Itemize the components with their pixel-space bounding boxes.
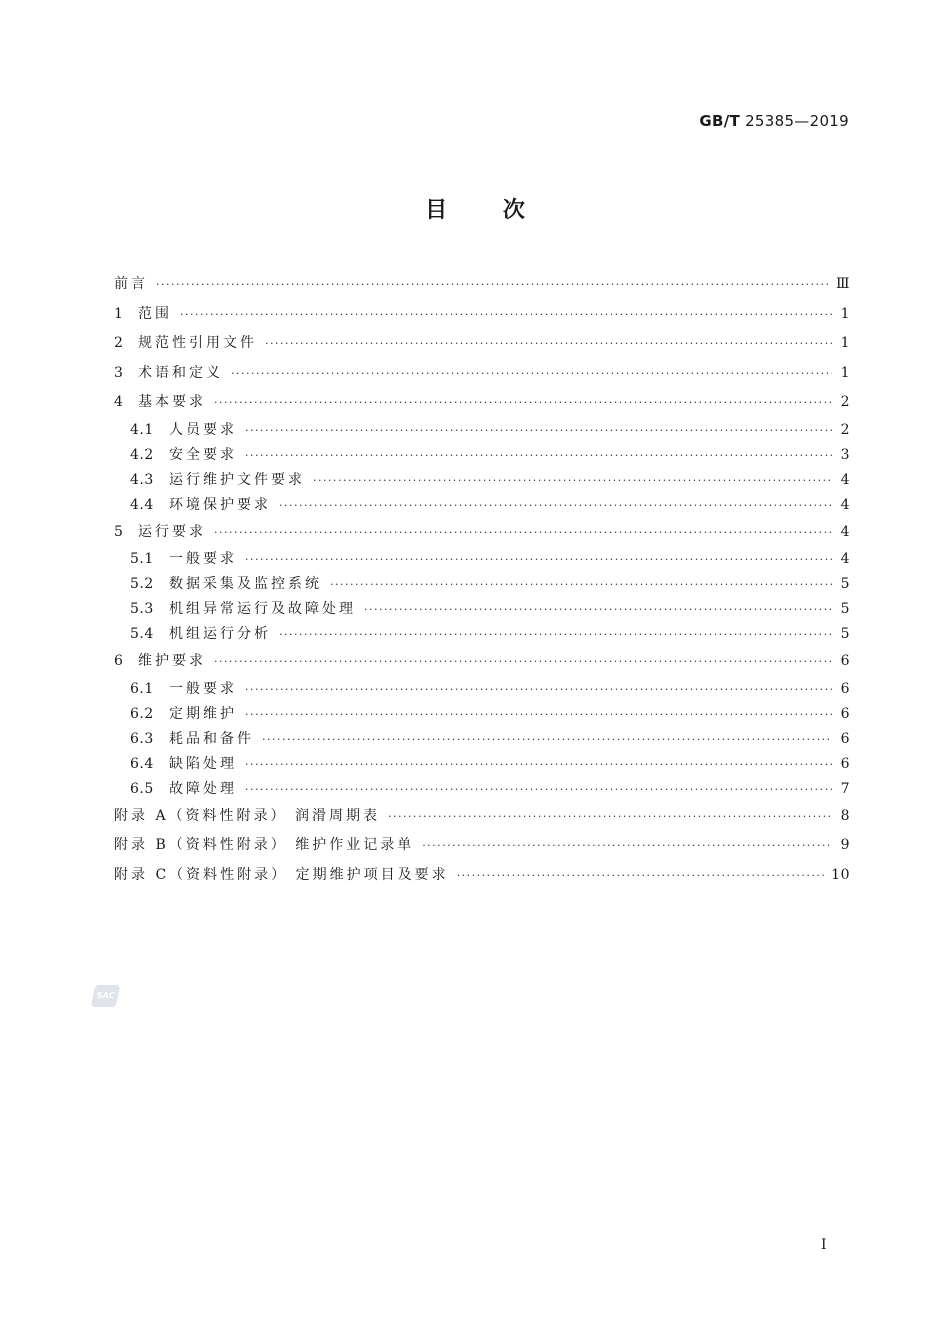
toc-entry-title: 运行要求	[138, 523, 206, 540]
toc-entry-page: 6	[840, 755, 850, 772]
toc-leader-dots	[231, 359, 832, 389]
toc-entry-number: 5	[114, 523, 124, 540]
toc-entry[interactable]	[114, 831, 850, 861]
standard-code	[699, 112, 849, 130]
toc-entry-number: 2	[114, 335, 124, 351]
toc-leader-dots	[313, 468, 832, 493]
toc-entry-title: 附录 C（资料性附录） 定期维护项目及要求	[114, 866, 449, 883]
toc-entry-title: 运行维护文件要求	[169, 471, 305, 488]
toc-leader-dots	[265, 329, 832, 359]
toc-leader-dots	[262, 727, 832, 752]
toc-leader-dots	[245, 752, 832, 777]
toc-entry[interactable]	[114, 418, 850, 443]
page-number: Ⅰ	[821, 1237, 827, 1253]
toc-entry[interactable]	[114, 270, 850, 300]
toc-leader-dots	[279, 493, 832, 518]
toc-entry-page: 6	[840, 705, 850, 722]
standard-prefix: GB/T	[699, 112, 741, 130]
toc-leader-dots	[245, 418, 832, 443]
toc-entry-title: 前言	[114, 276, 148, 292]
toc-leader-dots	[214, 647, 832, 677]
toc-leader-dots	[214, 388, 832, 418]
toc-entry-title: 一般要求	[169, 551, 237, 567]
toc-entry-number: 5.4	[130, 626, 154, 642]
toc-entry-title: 机组异常运行及故障处理	[169, 601, 356, 617]
toc-entry[interactable]	[114, 647, 850, 677]
toc-entry-title: 机组运行分析	[169, 626, 271, 642]
toc-entry[interactable]	[114, 493, 850, 518]
toc-entry-title: 术语和定义	[138, 364, 223, 381]
toc-entry[interactable]	[114, 777, 850, 802]
toc-entry[interactable]	[114, 597, 850, 622]
toc-entry-number: 5.2	[130, 576, 154, 592]
toc-entry-page: 2	[840, 394, 850, 410]
toc-entry-page: 8	[840, 807, 850, 824]
toc-leader-dots	[330, 572, 832, 597]
toc-entry-title: 故障处理	[169, 780, 237, 797]
toc-entry[interactable]	[114, 861, 850, 891]
toc-leader-dots	[245, 702, 832, 727]
toc-entry-title: 维护要求	[138, 653, 206, 669]
toc-leader-dots	[214, 518, 832, 548]
toc-leader-dots	[364, 597, 832, 622]
toc-entry-page: 4	[840, 496, 850, 513]
toc-entry[interactable]	[114, 622, 850, 647]
standard-number: 25385—2019	[745, 112, 849, 130]
toc-entry-title: 一般要求	[169, 680, 237, 697]
toc-entry-number: 4.4	[130, 496, 154, 513]
toc-entry-page: 1	[840, 305, 850, 322]
toc-entry-page: 1	[840, 364, 850, 381]
toc-entry-number: 5.3	[130, 601, 154, 617]
toc-leader-dots	[245, 777, 832, 802]
toc-entry-number: 6.3	[130, 730, 154, 747]
toc-leader-dots	[422, 831, 832, 861]
toc-entry[interactable]	[114, 572, 850, 597]
toc-entry-number: 6.4	[130, 755, 154, 772]
toc-entry-page: 7	[840, 780, 850, 797]
toc-entry[interactable]	[114, 443, 850, 468]
toc-leader-dots	[388, 802, 832, 832]
toc-leader-dots	[180, 300, 832, 330]
toc-entry-title: 基本要求	[138, 394, 206, 410]
toc-entry-page: 9	[840, 837, 850, 853]
toc-entry-title: 缺陷处理	[169, 755, 237, 772]
toc-entry[interactable]	[114, 388, 850, 418]
page-title	[0, 193, 950, 224]
toc-entry-title: 安全要求	[169, 446, 237, 463]
toc-entry[interactable]	[114, 702, 850, 727]
toc-entry-title: 规范性引用文件	[138, 335, 257, 351]
toc-entry-page: 6	[840, 680, 850, 697]
toc-entry[interactable]	[114, 547, 850, 572]
toc-entry[interactable]	[114, 329, 850, 359]
toc-leader-dots	[245, 443, 832, 468]
toc-entry[interactable]	[114, 300, 850, 330]
toc-entry-page: 4	[840, 523, 850, 540]
toc-leader-dots	[245, 547, 832, 572]
toc-entry-page: 3	[840, 446, 850, 463]
toc-entry-title: 数据采集及监控系统	[169, 576, 322, 592]
toc-entry-title: 环境保护要求	[169, 496, 271, 513]
toc-entry-page: Ⅲ	[835, 276, 850, 292]
toc-entry[interactable]	[114, 359, 850, 389]
toc-entry-number: 4	[114, 394, 124, 410]
toc-entry-number: 6	[114, 653, 124, 669]
toc-leader-dots	[156, 270, 830, 300]
sac-watermark-logo: SAC	[91, 985, 121, 1007]
toc-entry-page: 1	[840, 335, 850, 351]
toc-leader-dots	[457, 861, 826, 891]
toc-entry-page: 10	[831, 866, 850, 883]
toc-entry-number: 5.1	[130, 551, 154, 567]
toc-entry-number: 4.1	[130, 421, 154, 438]
toc-entry-title: 附录 A（资料性附录） 润滑周期表	[114, 807, 381, 824]
toc-entry-page: 5	[840, 601, 850, 617]
toc-entry-title: 范围	[138, 305, 172, 322]
toc-entry-page: 6	[840, 653, 850, 669]
toc-entry[interactable]	[114, 727, 850, 752]
toc-entry-number: 4.2	[130, 446, 154, 463]
toc-leader-dots	[245, 677, 832, 702]
page-title-char-1: 目	[425, 198, 448, 223]
toc-entry-number: 6.5	[130, 780, 154, 797]
toc-entry-title: 附录 B（资料性附录） 维护作业记录单	[114, 837, 415, 853]
toc-entry[interactable]	[114, 752, 850, 777]
toc-entry-number: 3	[114, 364, 124, 381]
toc-entry-title: 耗品和备件	[169, 730, 254, 747]
toc-entry-title: 人员要求	[169, 421, 237, 438]
toc-entry-number: 6.2	[130, 705, 154, 722]
toc-entry-page: 4	[840, 471, 850, 488]
table-of-contents	[114, 270, 850, 890]
toc-entry-number: 1	[114, 305, 124, 322]
toc-entry-number: 6.1	[130, 680, 154, 697]
toc-entry-page: 5	[840, 626, 850, 642]
page-title-char-2: 次	[502, 198, 525, 223]
toc-entry-page: 2	[840, 421, 850, 438]
toc-leader-dots	[279, 622, 832, 647]
toc-entry[interactable]	[114, 677, 850, 702]
toc-entry-page: 6	[840, 730, 850, 747]
toc-entry-page: 5	[840, 576, 850, 592]
toc-entry-title: 定期维护	[169, 705, 237, 722]
toc-entry-page: 4	[840, 551, 850, 567]
toc-entry[interactable]	[114, 802, 850, 832]
toc-entry[interactable]	[114, 468, 850, 493]
toc-entry-number: 4.3	[130, 471, 154, 488]
toc-entry[interactable]	[114, 518, 850, 548]
